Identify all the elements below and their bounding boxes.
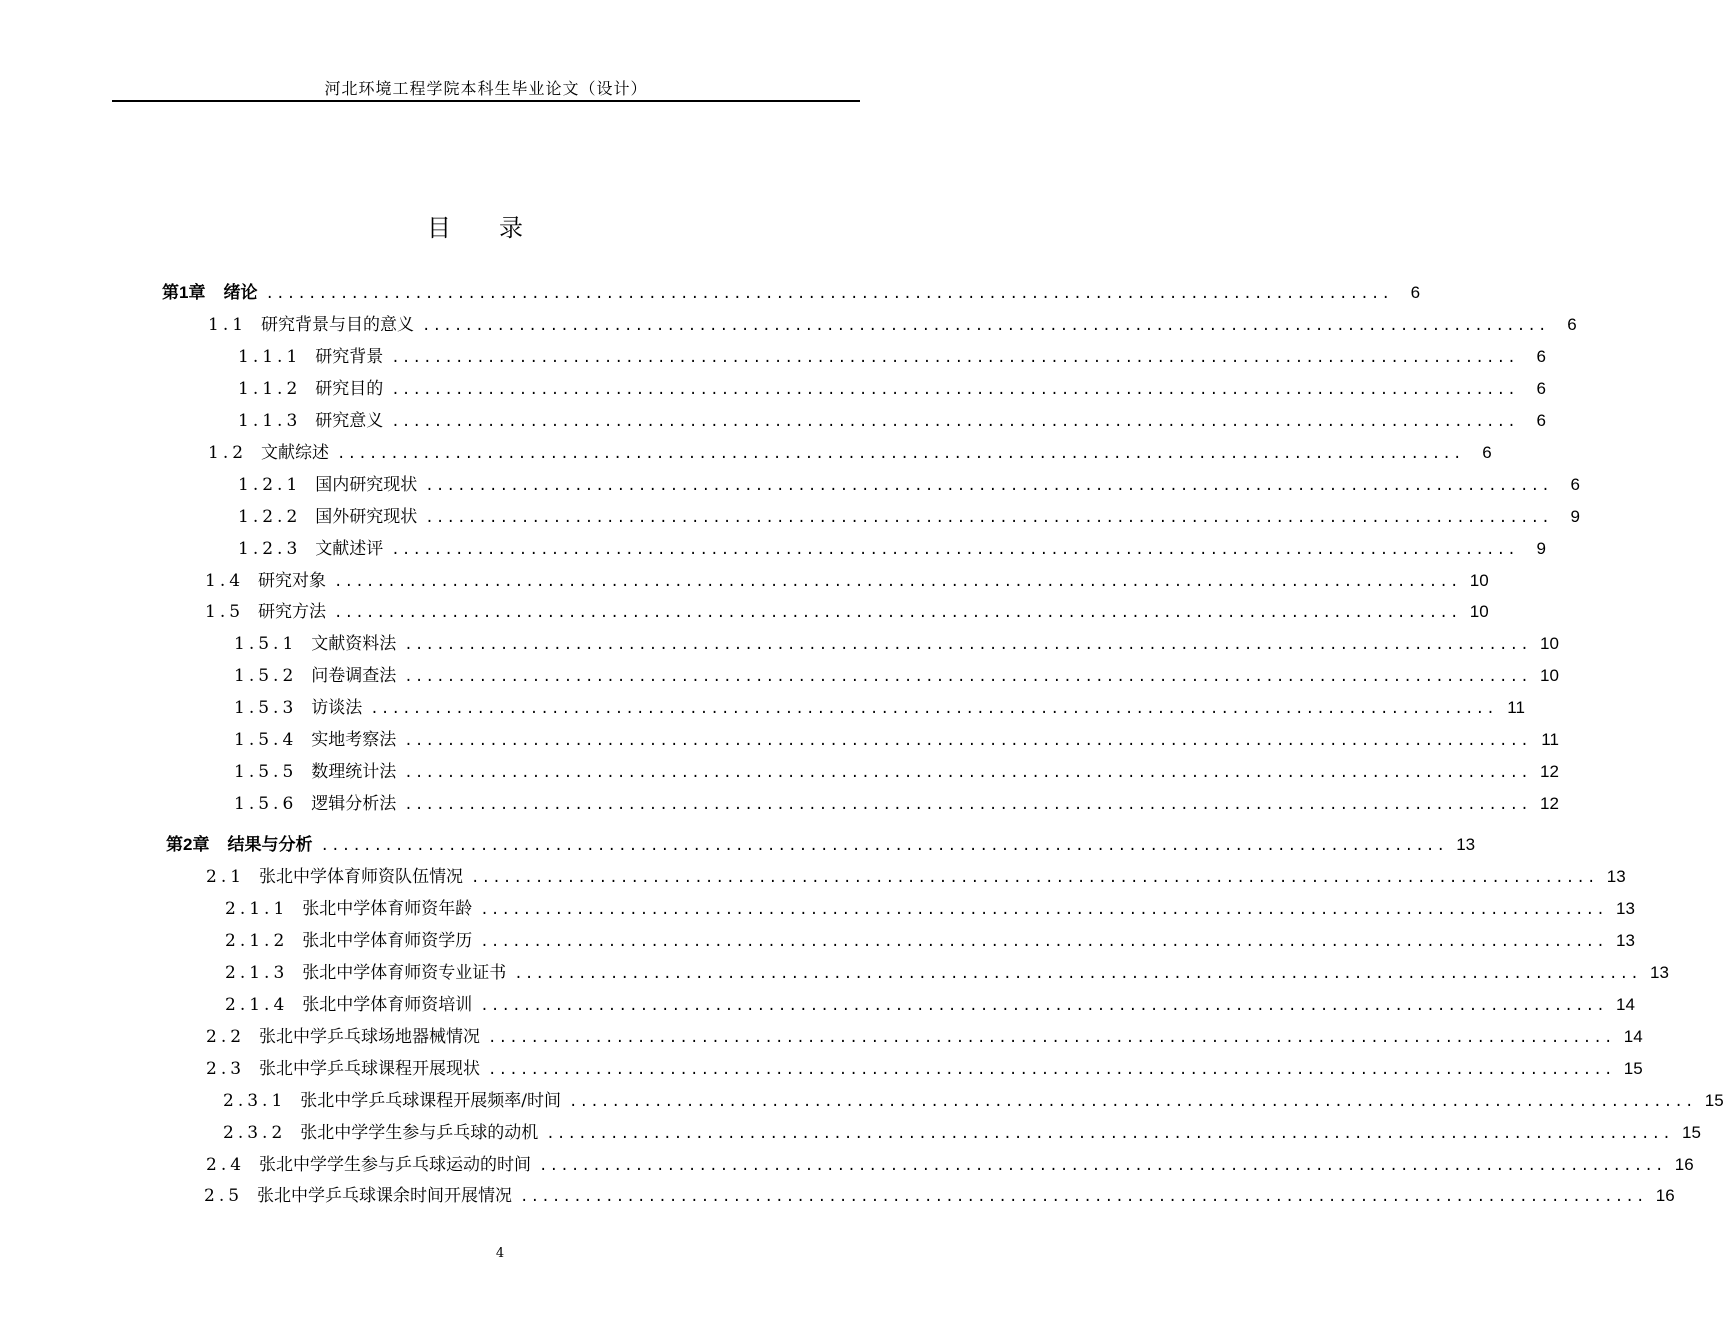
toc-subsection-2-1-2[interactable] [225,929,1635,953]
toc-page: 13 [1616,899,1635,918]
toc-title [0,208,950,243]
toc-number: 2.4 [206,1155,246,1175]
toc-number: 1.5.6 [234,794,298,814]
toc-subsection-2-1-3[interactable] [225,961,1669,985]
toc-label: 张北中学体育师资年龄 [302,899,473,919]
toc-subsection-1-5-2[interactable] [234,664,1559,688]
toc-page: 10 [1540,666,1559,685]
toc-subsection-1-5-6[interactable] [234,792,1559,816]
toc-label: 结果与分析 [227,835,313,854]
toc-leader: .......................................................................................................... [404,637,1531,653]
toc-subsection-1-5-5[interactable] [234,760,1559,784]
toc-number: 1.2.1 [238,475,302,495]
toc-subsection-2-1-4[interactable] [225,993,1635,1017]
toc-page: 6 [1570,475,1580,494]
toc-number: 1.1.3 [238,411,302,431]
toc-number: 2.1.3 [225,963,289,983]
toc-label: 研究背景与目的意义 [261,315,415,335]
toc-label: 访谈法 [311,698,363,718]
toc-number: 2.5 [204,1186,244,1206]
toc-number: 1.5.5 [234,762,298,782]
toc-leader: .......................................................................................................... [391,542,1518,558]
toc-subsection-2-1-1[interactable] [225,897,1635,921]
toc-subsection-1-2-1[interactable] [238,473,1580,497]
toc-number: 2.1.1 [225,899,289,919]
toc-leader: .......................................................................................................... [425,478,1552,494]
toc-page: 14 [1623,1027,1643,1046]
toc-leader: .......................................................................................................... [391,414,1518,430]
toc-page: 13 [1616,931,1635,950]
toc-label: 国内研究现状 [315,475,418,495]
toc-label: 张北中学体育师资培训 [302,995,473,1015]
toc-leader: .......................................................................................................... [422,318,1549,334]
toc-page: 6 [1536,411,1546,430]
toc-page: 16 [1655,1186,1675,1205]
toc-leader: .......................................................................................................... [265,286,1393,302]
toc-page: 11 [1541,730,1559,749]
toc-label: 张北中学体育师资学历 [302,931,473,951]
toc-page: 13 [1606,867,1626,886]
toc-number: 1.2 [208,443,248,463]
toc-subsection-1-2-3[interactable] [238,537,1546,561]
toc-page: 13 [1650,963,1669,982]
toc-label: 张北中学乒乓球课程开展现状 [259,1059,481,1079]
toc-number: 1.5.4 [234,730,298,750]
toc-leader: .......................................................................................................... [539,1158,1666,1174]
toc-subsection-2-3-2[interactable] [223,1121,1701,1145]
toc-page: 15 [1623,1059,1643,1078]
toc-leader: .......................................................................................................... [488,1030,1615,1046]
toc-leader: .......................................................................................................... [320,838,1448,854]
toc-leader: .......................................................................................................... [480,934,1607,950]
toc-number: 第2章 [166,835,210,854]
toc-page: 6 [1536,379,1546,398]
toc-number: 2.3 [206,1059,246,1079]
toc-page: 9 [1570,507,1580,526]
toc-page: 6 [1567,315,1577,334]
toc-leader: .......................................................................................................... [425,510,1552,526]
page-number: 4 [495,1246,505,1261]
toc-page: 10 [1540,634,1559,653]
toc-page: 15 [1704,1091,1724,1110]
toc-leader: .......................................................................................................... [514,966,1641,982]
toc-label: 实地考察法 [311,730,397,750]
header-rule [112,100,860,102]
toc-number: 1.2.3 [238,539,302,559]
toc-number: 2.1.4 [225,995,289,1015]
toc-page: 14 [1616,995,1635,1014]
toc-page: 15 [1682,1123,1701,1142]
toc-leader: .......................................................................................................... [391,350,1518,366]
toc-section-1-5[interactable] [205,600,1489,624]
toc-label: 文献述评 [315,539,384,559]
toc-page: 11 [1507,698,1525,717]
toc-label: 张北中学体育师资专业证书 [302,963,507,983]
toc-number: 1.4 [205,571,245,591]
toc-number: 1.1.1 [238,347,302,367]
toc-label: 张北中学乒乓球课余时间开展情况 [257,1186,513,1206]
toc-leader: .......................................................................................................... [480,902,1607,918]
toc-subsection-1-5-1[interactable] [234,632,1559,656]
toc-label: 研究对象 [258,571,327,591]
toc-page: 6 [1482,443,1492,462]
toc-number: 2.2 [206,1027,246,1047]
toc-subsection-1-1-3[interactable] [238,409,1546,433]
toc-subsection-1-1-2[interactable] [238,377,1546,401]
toc-leader: .......................................................................................................... [480,998,1607,1014]
toc-label: 研究方法 [258,602,327,622]
toc-label: 国外研究现状 [315,507,418,527]
toc-title-right: 录 [499,214,523,242]
toc-leader: .......................................................................................................... [520,1189,1647,1205]
toc-section-2-1[interactable] [206,865,1626,889]
toc-number: 1.1.2 [238,379,302,399]
toc-label: 张北中学体育师资队伍情况 [259,867,464,887]
toc-label: 研究意义 [315,411,384,431]
toc-leader: .......................................................................................................... [404,669,1531,685]
toc-subsection-1-5-4[interactable] [234,728,1559,752]
toc-page: 6 [1536,347,1546,366]
toc-page: 16 [1674,1155,1694,1174]
toc-page: 12 [1540,794,1559,813]
toc-leader: .......................................................................................................... [337,446,1464,462]
toc-chapter-1[interactable] [162,281,1421,305]
toc-leader: .......................................................................................................... [546,1126,1673,1142]
toc-section-2-2[interactable] [206,1025,1643,1049]
toc-subsection-1-5-3[interactable] [234,696,1525,720]
toc-section-2-3[interactable] [206,1057,1643,1081]
toc-section-1-2[interactable] [208,441,1492,465]
toc-label: 张北中学乒乓球场地器械情况 [259,1027,481,1047]
toc-leader: .......................................................................................................... [569,1094,1696,1110]
toc-page: 10 [1469,602,1489,621]
toc-number: 1.2.2 [238,507,302,527]
toc-section-1-4[interactable] [205,569,1489,593]
toc-label: 张北中学学生参与乒乓球的动机 [300,1123,539,1143]
running-header: 河北环境工程学院本科生毕业论文（设计） [324,79,648,98]
toc-number: 1.5.1 [234,634,298,654]
toc-subsection-2-3-1[interactable] [223,1089,1724,1113]
toc-section-2-5[interactable] [204,1184,1675,1208]
toc-page: 9 [1536,539,1546,558]
toc-leader: .......................................................................................................... [404,765,1531,781]
toc-label: 张北中学乒乓球课程开展频率/时间 [300,1091,561,1111]
toc-chapter-2[interactable] [166,833,1476,857]
toc-label: 文献综述 [261,443,330,463]
toc-leader: .......................................................................................................... [334,605,1461,621]
toc-section-1-1[interactable] [208,313,1577,337]
toc-number: 2.1.2 [225,931,289,951]
toc-leader: .......................................................................................................... [404,797,1531,813]
toc-leader: .......................................................................................................... [370,701,1497,717]
toc-label: 文献资料法 [311,634,397,654]
toc-leader: .......................................................................................................... [488,1062,1615,1078]
toc-label: 问卷调查法 [311,666,397,686]
toc-page: 6 [1410,283,1421,302]
toc-label: 绪论 [223,283,258,302]
toc-label: 研究目的 [315,379,384,399]
toc-number: 第1章 [162,283,206,302]
toc-leader: .......................................................................................................... [334,574,1461,590]
toc-number: 1.5 [205,602,245,622]
toc-number: 1.1 [208,315,248,335]
toc-leader: .......................................................................................................... [391,382,1518,398]
toc-leader: .......................................................................................................... [404,733,1531,749]
toc-number: 2.3.2 [223,1123,287,1143]
toc-page: 10 [1469,571,1489,590]
toc-label: 研究背景 [315,347,384,367]
toc-number: 2.1 [206,867,246,887]
toc-title-left: 目 [427,214,451,242]
toc-label: 数理统计法 [311,762,397,782]
toc-number: 1.5.3 [234,698,298,718]
toc-page: 13 [1456,835,1476,854]
toc-leader: .......................................................................................................... [471,870,1598,886]
toc-label: 张北中学学生参与乒乓球运动的时间 [259,1155,532,1175]
toc-subsection-1-2-2[interactable] [238,505,1580,529]
toc-subsection-1-1-1[interactable] [238,345,1546,369]
toc-number: 1.5.2 [234,666,298,686]
toc-page: 12 [1540,762,1559,781]
toc-section-2-4[interactable] [206,1153,1694,1177]
toc-label: 逻辑分析法 [311,794,397,814]
toc-number: 2.3.1 [223,1091,287,1111]
